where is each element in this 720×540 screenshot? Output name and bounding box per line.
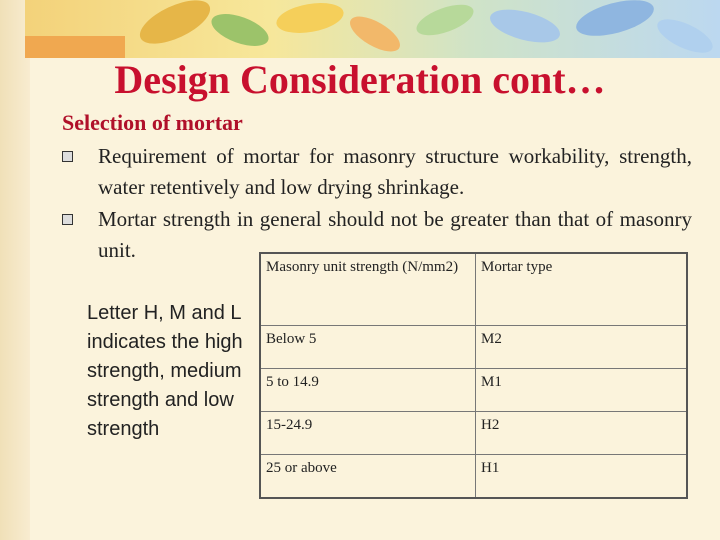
table-header-cell: Masonry unit strength (N/mm2) — [260, 253, 476, 326]
table-cell: 15-24.9 — [260, 412, 476, 455]
strength-note: Letter H, M and L indicates the high strength, medium strength and low strength — [87, 302, 243, 440]
table-cell: H2 — [476, 412, 688, 455]
table-row — [260, 326, 687, 369]
bullet-item — [62, 141, 692, 203]
bullet-text: Mortar strength in general should not be greater than that of masonry unit. — [98, 207, 692, 262]
square-bullet-icon — [62, 151, 73, 162]
table-row — [260, 412, 687, 455]
table-cell: M2 — [476, 326, 688, 369]
section-heading: Selection of mortar — [62, 110, 243, 135]
table-row — [260, 369, 687, 412]
table-cell: M1 — [476, 369, 688, 412]
mortar-table — [259, 252, 688, 499]
table-cell: 5 to 14.9 — [260, 369, 476, 412]
bullet-text: Requirement of mortar for masonry structure workability, strength, water retentively and low drying shrinkage. — [98, 144, 692, 199]
table-cell: Below 5 — [260, 326, 476, 369]
table-header-cell: Mortar type — [476, 253, 688, 326]
table-cell: 25 or above — [260, 455, 476, 499]
leaf-banner — [25, 0, 720, 58]
table-row — [260, 455, 687, 499]
table-header-row — [260, 253, 687, 326]
table-cell: H1 — [476, 455, 688, 499]
slide-title: Design Consideration cont… — [114, 57, 606, 102]
square-bullet-icon — [62, 214, 73, 225]
